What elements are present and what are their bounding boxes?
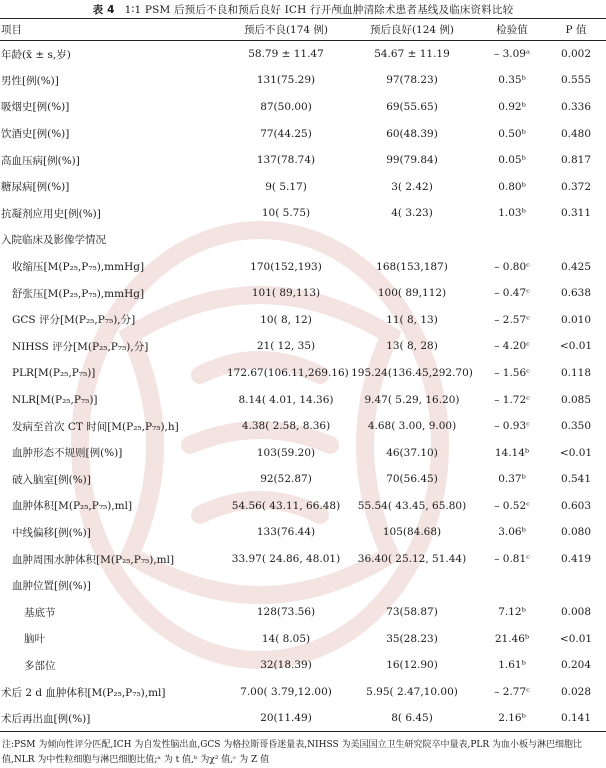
- cell-good-outcome: 105(84.68): [382, 526, 442, 539]
- cell-good-outcome: 195.24(136.45,292.70): [351, 366, 473, 379]
- cell-test-value: 1.03ᵇ: [498, 207, 526, 220]
- cell-test-value: – 0.47ᶜ: [494, 287, 530, 300]
- cell-item: NLR[M(P₂₅,P₇₅)]: [12, 393, 98, 406]
- cell-test-value: 7.12ᵇ: [498, 606, 526, 619]
- table-row: [0, 280, 606, 307]
- cell-poor-outcome: [226, 572, 346, 599]
- cell-good-outcome: 54.67 ± 11.19: [374, 48, 450, 61]
- cell-item: 舒张压[M(P₂₅,P₇₅),mmHg]: [12, 287, 145, 300]
- cell-poor-outcome: 14( 8.05): [261, 632, 311, 645]
- cell-test-value: – 2.77ᶜ: [494, 686, 530, 699]
- cell-poor-outcome: 54.56( 43.11, 66.48): [231, 499, 341, 512]
- table-row: [0, 386, 606, 413]
- table-row: [0, 200, 606, 227]
- cell-p-value: 0.141: [560, 712, 592, 725]
- cell-item: 发病至首次 CT 时间[M(P₂₅,P₇₅),h]: [12, 420, 179, 433]
- cell-p-value: 0.336: [560, 100, 592, 113]
- cell-poor-outcome: 8.14( 4.01, 14.36): [238, 393, 334, 406]
- cell-good-outcome: [346, 572, 478, 599]
- cell-good-outcome: 3( 2.42): [391, 180, 433, 193]
- table-row: [0, 67, 606, 94]
- cell-test-value: 3.06ᵇ: [498, 526, 526, 539]
- cell-item: 血肿周围水肿体积[M(P₂₅,P₇₅),ml]: [12, 553, 175, 566]
- cell-item: 吸烟史[例(%)]: [1, 101, 70, 114]
- table-row: [0, 413, 606, 440]
- table-row: [0, 439, 606, 466]
- cell-poor-outcome: 133(76.44): [256, 526, 316, 539]
- cell-test-value: 1.61ᵇ: [498, 659, 526, 672]
- cell-poor-outcome: 10( 8, 12): [260, 313, 312, 326]
- cell-test-value: – 0.81ᶜ: [494, 553, 530, 566]
- cell-item: 中线偏移[例(%)]: [12, 526, 91, 539]
- table-row: [0, 94, 606, 121]
- cell-poor-outcome: 7.00( 3.79,12.00): [240, 686, 332, 699]
- cell-p-value: [546, 572, 606, 599]
- cell-p-value: <0.01: [559, 446, 593, 459]
- cell-test-value: 21.46ᵇ: [494, 632, 530, 645]
- cell-test-value: 0.80ᵇ: [498, 180, 526, 193]
- cell-good-outcome: 100( 89,112): [377, 287, 447, 300]
- cell-p-value: [546, 227, 606, 254]
- cell-item: GCS 评分[M(P₂₅,P₇₅),分]: [12, 314, 136, 327]
- cell-item: 抗凝剂应用史[例(%)]: [1, 207, 101, 220]
- cell-item: PLR[M(P₂₅,P₇₅)]: [12, 366, 96, 379]
- cell-p-value: 0.311: [560, 207, 592, 220]
- cell-p-value: 0.638: [560, 287, 592, 300]
- cell-item: 入院临床及影像学情况: [1, 234, 106, 247]
- cell-poor-outcome: 137(78.74): [256, 154, 316, 167]
- table-row: [0, 253, 606, 280]
- table-row: [0, 306, 606, 333]
- cell-poor-outcome: [226, 227, 346, 254]
- cell-p-value: <0.01: [559, 340, 593, 353]
- cell-good-outcome: 36.40( 25.12, 51.44): [357, 553, 467, 566]
- cell-p-value: 0.419: [560, 553, 592, 566]
- cell-good-outcome: 5.95( 2.47,10.00): [366, 686, 458, 699]
- table-label: 表 4: [92, 4, 115, 16]
- cell-item: 破入脑室[例(%)]: [12, 473, 91, 486]
- cell-good-outcome: 99(79.84): [386, 154, 438, 167]
- table-row: [0, 493, 606, 520]
- header-p-value: P 值: [565, 24, 587, 36]
- cell-p-value: 0.817: [560, 154, 592, 167]
- cell-good-outcome: 73(58.87): [386, 606, 438, 619]
- table-row: [0, 546, 606, 573]
- cell-poor-outcome: 9( 5.17): [265, 180, 307, 193]
- cell-good-outcome: 35(28.23): [386, 632, 438, 645]
- cell-p-value: 0.480: [560, 127, 592, 140]
- cell-item: 术后再出血[例(%)]: [1, 712, 91, 725]
- cell-p-value: 0.085: [560, 393, 592, 406]
- header-good-outcome: 预后良好(124 例): [369, 24, 455, 36]
- cell-p-value: 0.541: [560, 473, 592, 486]
- table-body: [0, 41, 606, 732]
- header-test-value: 检验值: [496, 24, 528, 36]
- cell-test-value: 0.05ᵇ: [498, 154, 526, 167]
- cell-good-outcome: 9.47( 5.29, 16.20): [364, 393, 460, 406]
- cell-item: 多部位: [24, 659, 56, 672]
- cell-test-value: 0.35ᵇ: [498, 74, 526, 87]
- cell-good-outcome: 55.54( 43.45, 65.80): [357, 499, 467, 512]
- cell-poor-outcome: 170(152,193): [250, 260, 322, 273]
- table-row: [0, 147, 606, 174]
- cell-test-value: – 1.56ᶜ: [494, 366, 530, 379]
- cell-good-outcome: 69(55.65): [386, 100, 438, 113]
- table-row: [0, 599, 606, 626]
- cell-good-outcome: 4( 3.23): [391, 207, 433, 220]
- cell-good-outcome: [346, 227, 478, 254]
- cell-test-value: 0.50ᵇ: [498, 127, 526, 140]
- cell-poor-outcome: 58.79 ± 11.47: [248, 48, 324, 61]
- cell-p-value: 0.028: [560, 686, 592, 699]
- cell-p-value: 0.080: [560, 526, 592, 539]
- table-caption: [0, 0, 606, 18]
- table-row: [0, 120, 606, 147]
- cell-poor-outcome: 172.67(106.11,269.16): [227, 366, 349, 379]
- cell-p-value: 0.118: [560, 366, 592, 379]
- cell-poor-outcome: 92(52.87): [260, 473, 312, 486]
- cell-poor-outcome: 77(44.25): [260, 127, 312, 140]
- cell-p-value: 0.603: [560, 499, 592, 512]
- cell-test-value: – 4.20ᶜ: [494, 340, 530, 353]
- table-row: [0, 360, 606, 387]
- cell-good-outcome: 46(37.10): [386, 446, 438, 459]
- cell-test-value: 2.16ᵇ: [498, 712, 526, 725]
- cell-p-value: 0.425: [560, 260, 592, 273]
- cell-good-outcome: 8( 6.45): [391, 712, 433, 725]
- cell-test-value: 0.92ᵇ: [498, 100, 526, 113]
- table-row: [0, 333, 606, 360]
- cell-good-outcome: 97(78.23): [386, 74, 438, 87]
- cell-good-outcome: 60(48.39): [386, 127, 438, 140]
- table-row: [0, 227, 606, 254]
- header-row: [0, 19, 606, 41]
- cell-test-value: [478, 227, 546, 254]
- cell-p-value: <0.01: [559, 632, 593, 645]
- header-poor-outcome: 预后不良(174 例): [243, 24, 329, 36]
- cell-test-value: – 2.57ᶜ: [494, 313, 530, 326]
- cell-p-value: 0.350: [560, 420, 592, 433]
- cell-good-outcome: 70(56.45): [386, 473, 438, 486]
- table-row: [0, 572, 606, 599]
- cell-poor-outcome: 21( 12, 35): [256, 340, 316, 353]
- cell-p-value: 0.555: [560, 74, 592, 87]
- cell-item: 饮酒史[例(%)]: [1, 128, 70, 141]
- cell-test-value: – 0.80ᶜ: [494, 260, 530, 273]
- cell-p-value: 0.372: [560, 180, 592, 193]
- cell-item: 年龄(x̄ ± s,岁): [1, 48, 71, 61]
- cell-good-outcome: 13( 8, 28): [386, 340, 438, 353]
- cell-item: 基底节: [24, 606, 56, 619]
- cell-test-value: 14.14ᵇ: [494, 446, 530, 459]
- cell-good-outcome: 11( 8, 13): [386, 313, 438, 326]
- table-row: [0, 519, 606, 546]
- cell-poor-outcome: 128(73.56): [256, 606, 316, 619]
- cell-poor-outcome: 10( 5.75): [261, 207, 311, 220]
- cell-poor-outcome: 87(50.00): [260, 100, 312, 113]
- cell-test-value: – 0.93ᶜ: [494, 420, 530, 433]
- cell-good-outcome: 4.68( 3.00, 9.00): [367, 420, 457, 433]
- cell-poor-outcome: 33.97( 24.86, 48.01): [231, 553, 341, 566]
- table-row: [0, 626, 606, 653]
- cell-poor-outcome: 131(75.29): [256, 74, 316, 87]
- cell-item: 糖尿病[例(%)]: [1, 181, 70, 194]
- table-footnote: 注:PSM 为倾向性评分匹配,ICH 为自发性脑出血,GCS 为格拉斯哥昏迷量表,NIHSS 为美国国立卫生研究院卒中量表,PLR 为血小板与淋巴细胞比值,NLR 为中性粒细胞与淋巴细胞比值;ᵃ 为 t 值,ᵇ 为χ² 值,ᶜ 为 Z 值: [2, 740, 583, 766]
- cell-p-value: 0.008: [560, 606, 592, 619]
- cell-poor-outcome: 103(59.20): [256, 446, 316, 459]
- cell-item: 收缩压[M(P₂₅,P₇₅),mmHg]: [12, 261, 145, 274]
- table-row: [0, 41, 606, 68]
- table-row: [0, 466, 606, 493]
- table-title: 1∶1 PSM 后预后不良和预后良好 ICH 行开颅血肿清除术患者基线及临床资料比较: [124, 4, 514, 16]
- cell-item: 血肿体积[M(P₂₅,P₇₅),ml]: [12, 500, 133, 513]
- cell-good-outcome: 16(12.90): [386, 659, 438, 672]
- cell-p-value: 0.204: [560, 659, 592, 672]
- cell-test-value: – 0.52ᶜ: [494, 499, 530, 512]
- cell-test-value: 0.37ᵇ: [498, 473, 526, 486]
- cell-test-value: – 3.09ᵃ: [493, 48, 531, 61]
- header-item: 项目: [1, 24, 22, 36]
- cell-item: 高血压病[例(%)]: [1, 154, 80, 167]
- table-row: [0, 173, 606, 200]
- table-row: [0, 705, 606, 732]
- cell-test-value: – 1.72ᶜ: [494, 393, 530, 406]
- cell-item: 血肿位置[例(%)]: [12, 580, 91, 593]
- cell-good-outcome: 168(153,187): [376, 260, 448, 273]
- cell-item: 脑叶: [24, 633, 45, 646]
- cell-test-value: [478, 572, 546, 599]
- cell-item: 术后 2 d 血肿体积[M(P₂₅,P₇₅),ml]: [1, 686, 166, 699]
- cell-p-value: 0.010: [560, 313, 592, 326]
- cell-poor-outcome: 20(11.49): [260, 712, 312, 725]
- cell-poor-outcome: 4.38( 2.58, 8.36): [241, 420, 331, 433]
- cell-item: NIHSS 评分[M(P₂₅,P₇₅),分]: [12, 340, 149, 353]
- cell-item: 血肿形态不规则[例(%)]: [12, 447, 123, 460]
- cell-p-value: 0.002: [560, 48, 592, 61]
- cell-item: 男性[例(%)]: [1, 74, 59, 87]
- cell-poor-outcome: 32(18.39): [260, 659, 312, 672]
- cell-poor-outcome: 101( 89,113): [251, 287, 321, 300]
- table-row: [0, 652, 606, 679]
- table-row: [0, 679, 606, 706]
- baseline-table: [0, 18, 606, 732]
